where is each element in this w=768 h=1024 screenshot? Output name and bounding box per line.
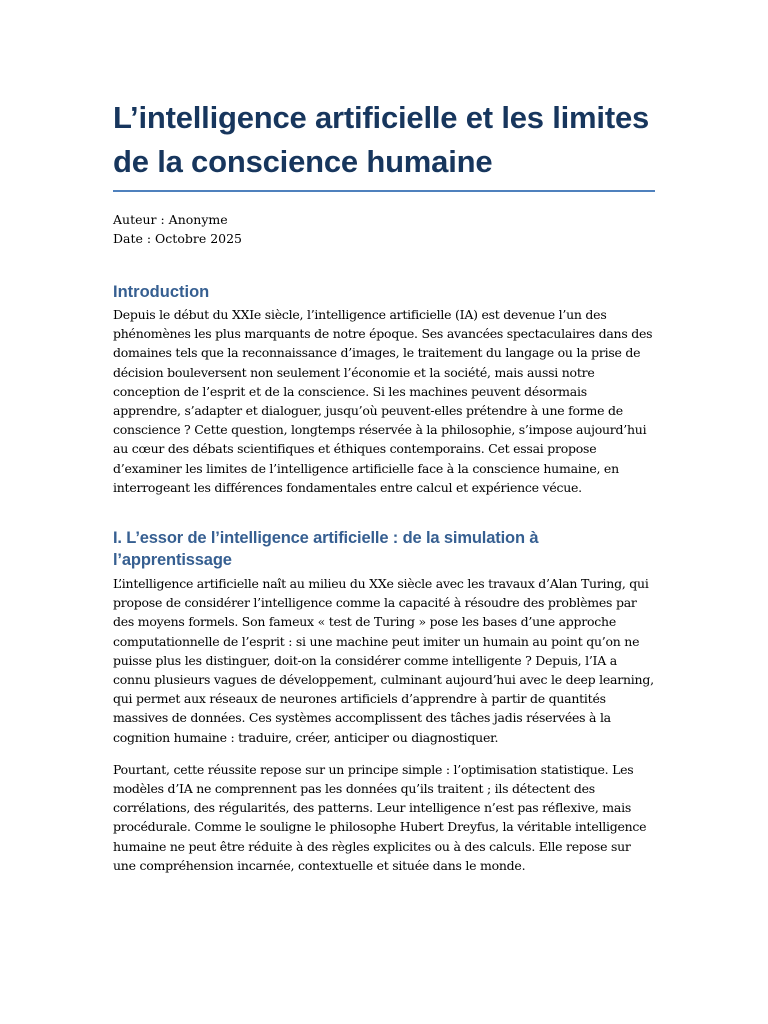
section-1-heading: I. L’essor de l’intelligence artificielle : de la simulation à l’apprentissage: [113, 529, 539, 570]
introduction-heading: Introduction: [113, 283, 210, 301]
document-meta: [113, 210, 655, 248]
document-title: L’intelligence artificielle et les limites de la conscience humaine: [113, 96, 655, 192]
date-line: Date : Octobre 2025: [113, 231, 243, 246]
introduction-paragraph: Depuis le début du XXIe siècle, l’intelligence artificielle (IA) est devenue l’un des phénomènes les plus marquants de notre époque. Ses avancées spectaculaires dans des domaines tels que la reconnaissance d’images, le traitement du langage ou la prise de décision bouleversent non seulement l’économie et la société, mais aussi notre conception de l’esprit et de la conscience. Si les machines peuvent désormais apprendre, s’adapter et dialoguer, jusqu’où peuvent-elles prétendre à une forme de conscience ? Cette question, longtemps réservée à la philosophie, s’impose aujourd’hui au cœur des débats scientifiques et éthiques contemporains. Cet essai propose d’examiner les limites de l’intelligence artificielle face à la conscience humaine, en interrogeant les différences fondamentales entre calcul et expérience vécue.: [113, 307, 653, 495]
section-1-paragraph-1: L’intelligence artificielle naît au milieu du XXe siècle avec les travaux d’Alan Turing, qui propose de considérer l’intelligence comme la capacité à résoudre des problèmes par des moyens formels. Son fameux « test de Turing » pose les bases d’une approche computationnelle de l’esprit : si une machine peut imiter un humain au point qu’on ne puisse plus les distinguer, doit-on la considérer comme intelligente ? Depuis, l’IA a connu plusieurs vagues de développement, culminant aujourd’hui avec le deep learning, qui permet aux réseaux de neurones artificiels d’apprendre à partir de quantités massives de données. Ces systèmes accomplissent des tâches jadis réservées à la cognition humaine : traduire, créer, anticiper ou diagnostiquer.: [113, 576, 654, 745]
section-1-paragraph-2: Pourtant, cette réussite repose sur un principe simple : l’optimisation statistique. Les modèles d’IA ne comprennent pas les données qu’ils traitent ; ils détectent des corrélations, des régularités, des patterns. Leur intelligence n’est pas réflexive, mais procédurale. Comme le souligne le philosophe Hubert Dreyfus, la véritable intelligence humaine ne peut être réduite à des règles explicites ou à des calculs. Elle repose sur une compréhension incarnée, contextuelle et située dans le monde.: [113, 761, 647, 873]
author-line: Auteur : Anonyme: [113, 212, 228, 227]
